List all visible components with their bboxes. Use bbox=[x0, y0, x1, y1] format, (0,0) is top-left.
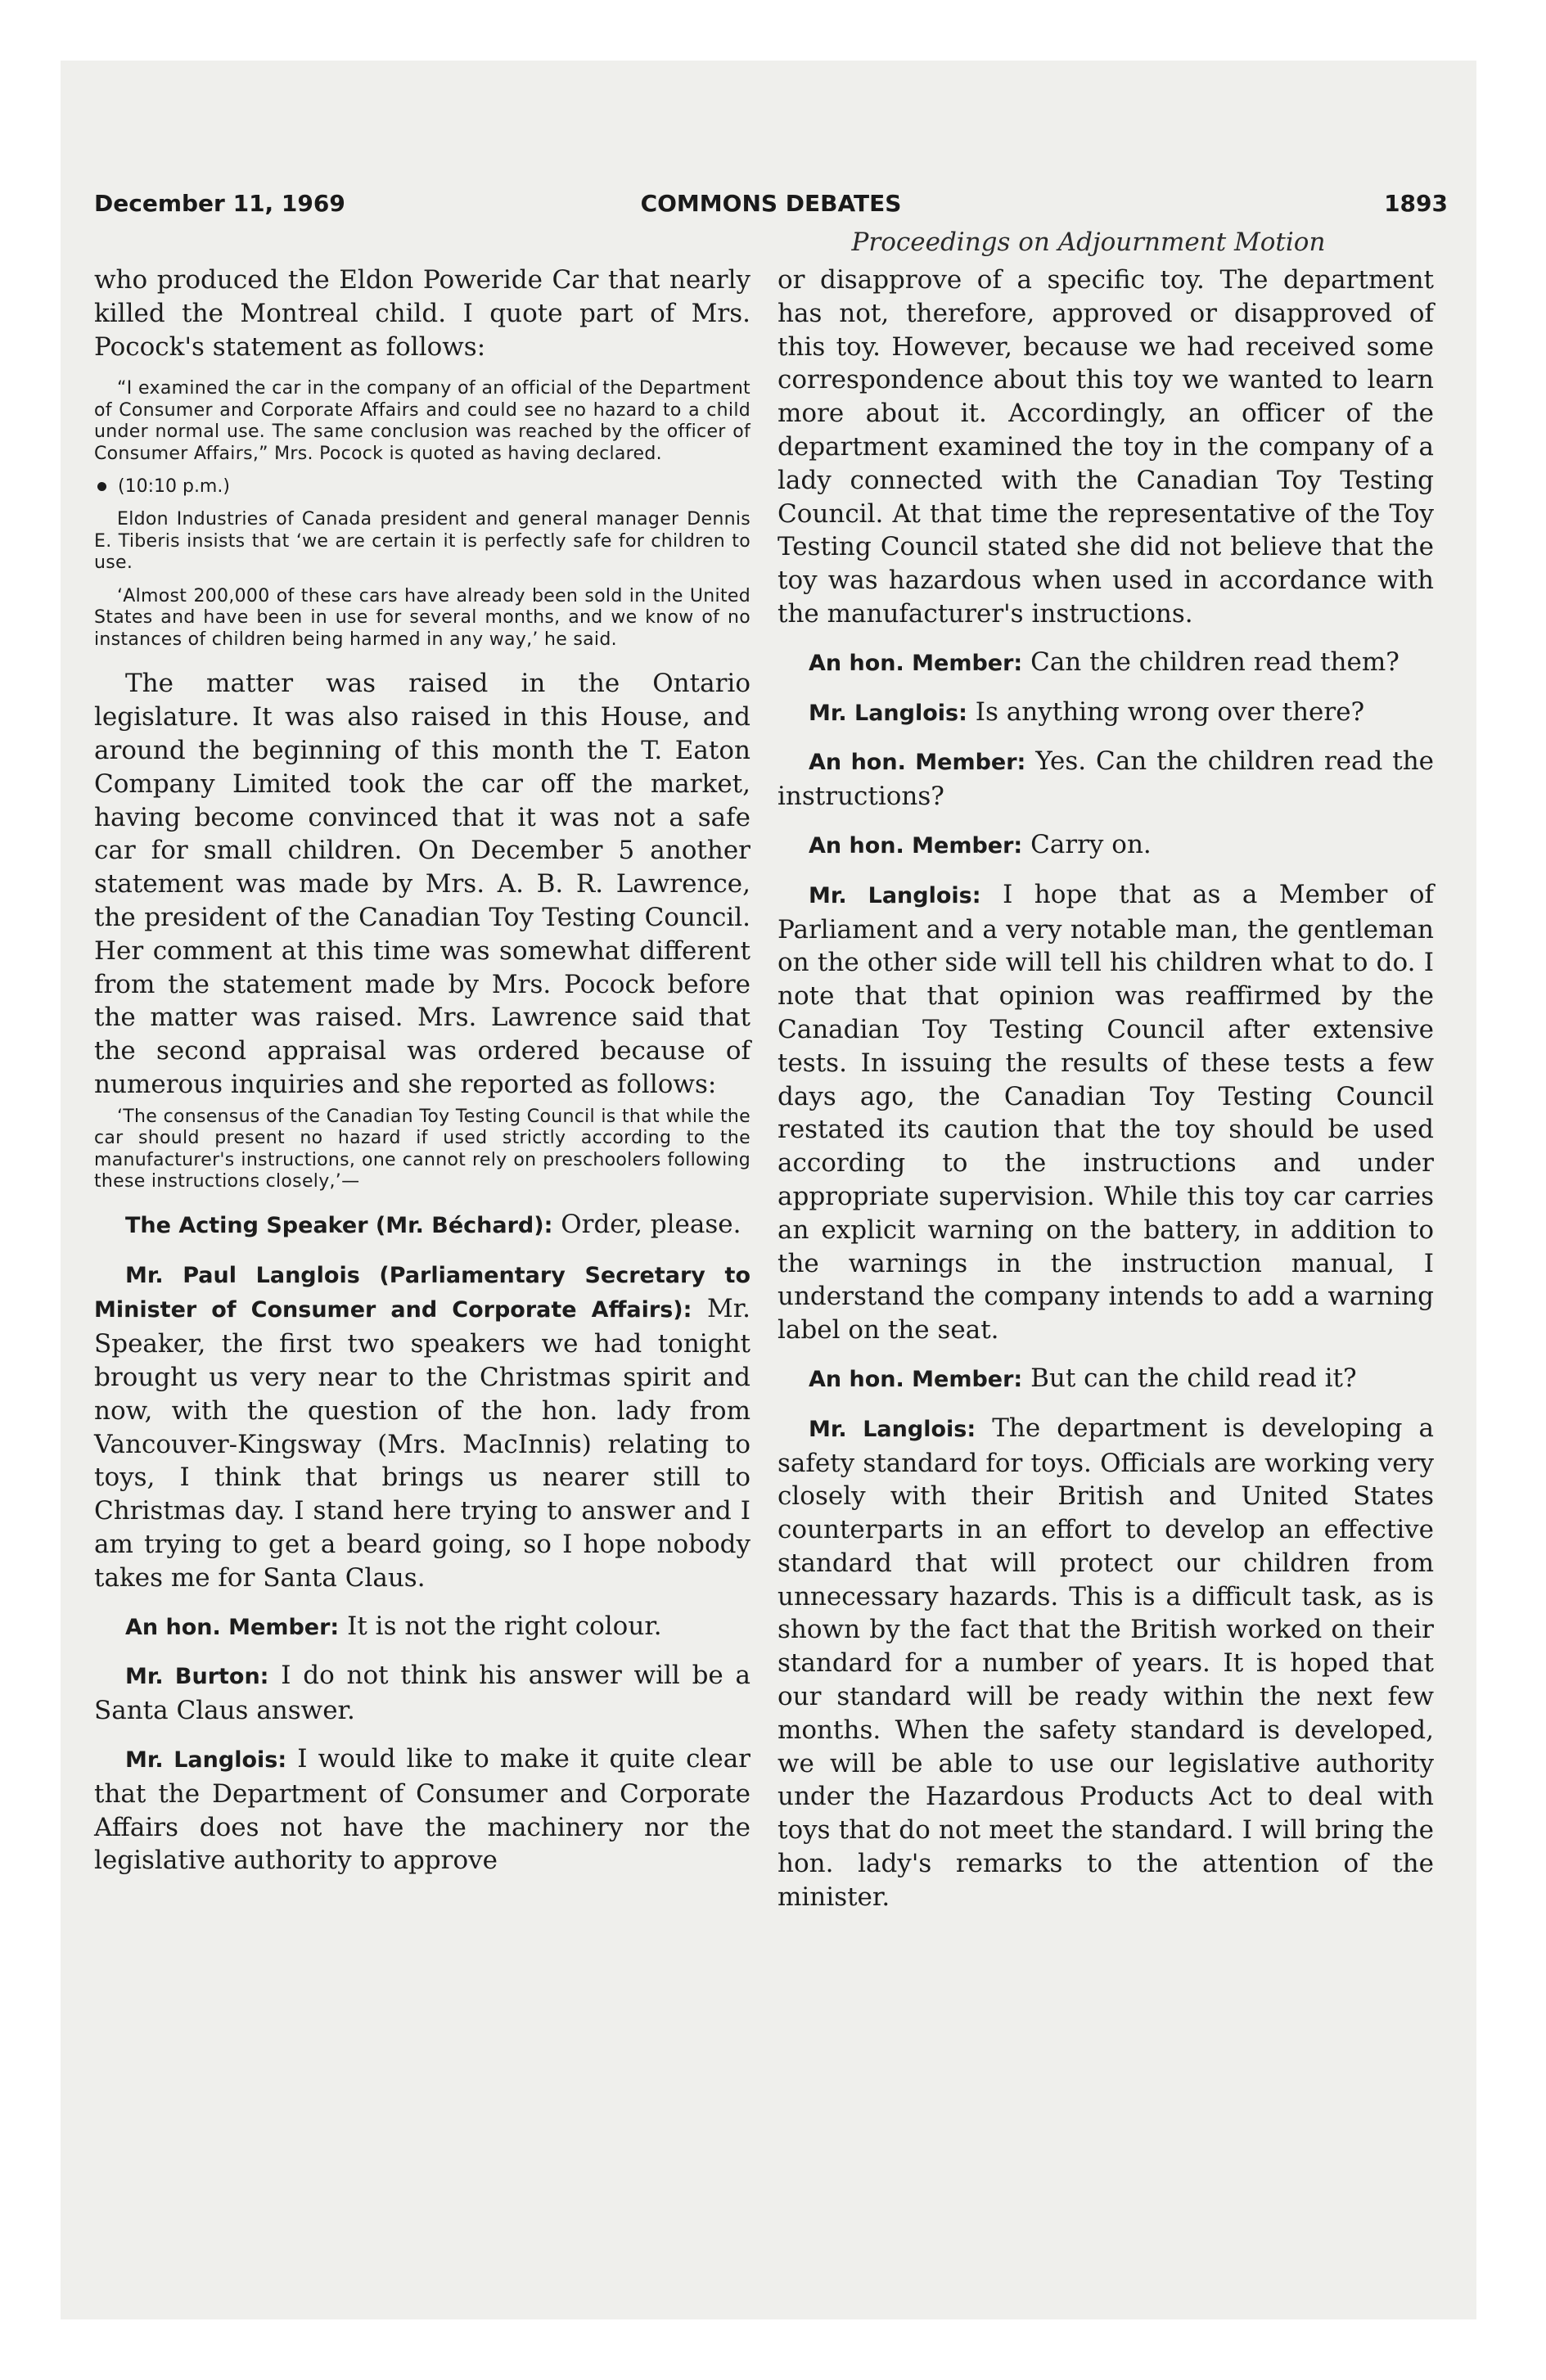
page-header bbox=[94, 190, 1448, 226]
speech bbox=[778, 878, 1434, 1347]
speaker-name: Mr. Burton: bbox=[125, 1664, 269, 1690]
quotation: ‘The consensus of the Canadian Toy Testing Council is that while the car should present no hazard if used strictly according to the manufacturer's instructions, one cannot rely on preschoolers following these instructions closely,’— bbox=[94, 1106, 750, 1192]
paragraph: who produced the Eldon Poweride Car that nearly killed the Montreal child. I quote part of Mrs. Pocock's statement as follows: bbox=[94, 265, 750, 362]
speaker-name: An hon. Member: bbox=[809, 650, 1023, 676]
speech bbox=[94, 1659, 750, 1728]
speaker-name: Mr. Langlois: bbox=[809, 882, 981, 908]
left-column bbox=[94, 264, 750, 1892]
speaker-name: Mr. Langlois: bbox=[125, 1747, 287, 1773]
quotation: “I examined the car in the company of an official of the Department of Consumer and Corporate Affairs and could see no hazard to a child under normal use. The same conclusion was reached by the officer of Consumer Affairs,” Mrs. Pocock is quoted as having declared. bbox=[94, 378, 750, 464]
header-publication: COMMONS DEBATES bbox=[640, 190, 902, 217]
speaker-name: An hon. Member: bbox=[125, 1614, 340, 1640]
paragraph: or disapprove of a specific toy. The department has not, therefore, approved or disapproved of this toy. However, because we had received some correspondence about this toy we wanted to learn more about it. Accordingly, an officer of the department examined the toy in the company of a lady connected with the Canadian Toy Testing Council. At that time the representative of the Toy Testing Council stated she did not believe that the toy was hazardous when used in accordance with the manufacturer's instructions. bbox=[778, 265, 1434, 629]
speaker-name: Mr. Paul Langlois (Parliamentary Secretary to Minister of Consumer and Corporate Affairs): bbox=[94, 1262, 750, 1323]
quotation: ‘Almost 200,000 of these cars have already been sold in the United States and have been in use for several months, and we know of no instances of children being harmed in any way,’ he said. bbox=[94, 585, 750, 650]
speech-text: The department is developing a safety standard for toys. Officials are working very closely with their British and United States counterparts in an effort to develop an effective standard that will protect our children from unnecessary hazards. This is a difficult task, as is shown by the fact that the British worked on their standard for a number of years. It is hoped that our standard will be ready within the next few months. When the safety standard is developed, we will be able to use our legislative authority under the Hazardous Products Act to deal with toys that do not meet the standard. I will bring the hon. lady's remarks to the attention of the minister. bbox=[778, 1413, 1434, 1912]
speech bbox=[778, 1412, 1434, 1914]
right-column bbox=[778, 264, 1434, 1929]
speaker-name: Mr. Langlois: bbox=[809, 1416, 976, 1442]
quotation: Eldon Industries of Canada president and general manager Dennis E. Tiberis insists that ‘we are certain it is perfectly safe for children to use. bbox=[94, 509, 750, 574]
speech-text: Carry on. bbox=[1030, 829, 1152, 859]
time-marker bbox=[94, 476, 750, 498]
speech-text: Can the children read them? bbox=[1030, 647, 1400, 677]
speech bbox=[778, 1362, 1434, 1397]
speaker-name: The Acting Speaker (Mr. Béchard): bbox=[125, 1212, 553, 1238]
speech bbox=[778, 745, 1434, 814]
speech-text: Mr. Speaker, the first two speakers we had tonight brought us very near to the Christmas spirit and now, with the question of the hon. lady from Vancouver-Kingsway (Mrs. MacInnis) relating to toys, I think that brings us nearer still to Christmas day. I stand here trying to answer and I am trying to get a beard going, so I hope nobody takes me for Santa Claus. bbox=[94, 1294, 750, 1593]
speech bbox=[778, 696, 1434, 731]
header-date: December 11, 1969 bbox=[94, 190, 345, 217]
speech bbox=[94, 1208, 750, 1243]
speech-text: But can the child read it? bbox=[1030, 1363, 1357, 1393]
speech bbox=[94, 1742, 750, 1877]
speech-text: I hope that as a Member of Parliament and a very notable man, the gentleman on the other side will tell his children what to do. I note that that opinion was reaffirmed by the Canadian Toy Testing Council after extensive tests. In issuing the results of these tests a few days ago, the Canadian Toy Testing Council restated its caution that the toy should be used according to the instructions and under appropriate supervision. While this toy car carries an explicit warning on the battery, in addition to the warnings in the instruction manual, I understand the company intends to add a warning label on the seat. bbox=[778, 879, 1434, 1346]
speaker-name: An hon. Member: bbox=[809, 750, 1026, 776]
header-page-number: 1893 bbox=[1384, 190, 1448, 217]
time-marker-text: (10:10 p.m.) bbox=[118, 476, 230, 498]
speech-text: It is not the right colour. bbox=[347, 1611, 662, 1641]
paragraph: The matter was raised in the Ontario legislature. It was also raised in this House, and around the beginning of this month the T. Eaton Company Limited took the car off the market, having become convinced that it was not a safe car for small children. On December 5 another statement was made by Mrs. A. B. R. Lawrence, the president of the Canadian Toy Testing Council. Her comment at this time was somewhat different from the statement made by Mrs. Pocock before the matter was raised. Mrs. Lawrence said that the second appraisal was ordered because of numerous inquiries and she reported as follows: bbox=[94, 669, 750, 1099]
speech-text: Yes. Can the children read the instructions? bbox=[778, 746, 1435, 812]
speech bbox=[778, 828, 1434, 863]
speaker-name: Mr. Langlois: bbox=[809, 700, 967, 726]
speech bbox=[778, 646, 1434, 681]
speech bbox=[94, 1610, 750, 1645]
speaker-name: An hon. Member: bbox=[809, 1366, 1023, 1392]
section-subheading: Proceedings on Adjournment Motion bbox=[851, 228, 1326, 257]
speech bbox=[94, 1258, 750, 1595]
speech-text: Order, please. bbox=[561, 1209, 741, 1239]
speech-text: I would like to make it quite clear that the Department of Consumer and Corporate Affairs does not have the machinery nor the legislative authority to approve bbox=[94, 1743, 750, 1876]
speaker-name: An hon. Member: bbox=[809, 832, 1023, 859]
speech-text: Is anything wrong over there? bbox=[975, 696, 1365, 727]
speech-text: I do not think his answer will be a Santa Claus answer. bbox=[94, 1661, 750, 1726]
bullet-icon bbox=[97, 482, 106, 491]
